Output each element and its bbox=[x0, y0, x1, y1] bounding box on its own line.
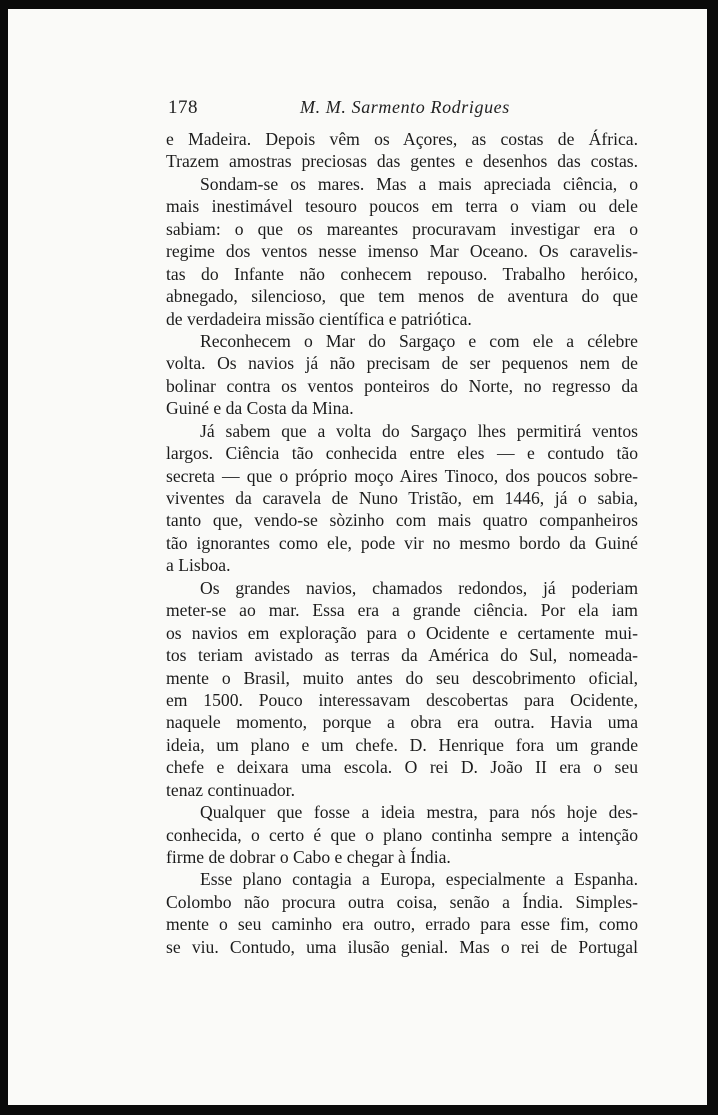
text-line: e Madeira. Depois vêm os Açores, as costas de África. bbox=[166, 129, 638, 149]
text-line: Qualquer que fosse a ideia mestra, para nós hoje des- bbox=[200, 802, 638, 823]
text-line: Trazem amostras preciosas das gentes e desenhos das costas. bbox=[166, 151, 638, 172]
text-line: mais inestimável tesouro poucos em terra o viam ou dele bbox=[166, 196, 638, 217]
text-line: bolinar contra os ventos ponteiros do Norte, no regresso da bbox=[166, 375, 638, 396]
text-line: viventes da caravela de Nuno Tristão, em 1446, já o sabia, bbox=[166, 488, 638, 508]
text-line: os navios em exploração para o Ocidente e certamente mui- bbox=[166, 622, 638, 643]
text-line: Já sabem que a volta do Sargaço lhes permitirá ventos bbox=[200, 420, 638, 441]
text-line: Reconhecem o Mar do Sargaço e com ele a célebre bbox=[200, 330, 638, 351]
text-line: ideia, um plano e um chefe. D. Henrique fora um grande bbox=[166, 734, 638, 755]
text-line: volta. Os navios já não precisam de ser pequenos nem de bbox=[166, 353, 638, 374]
text-line: secreta — que o próprio moço Aires Tinoco, dos poucos sobre- bbox=[166, 465, 638, 486]
text-line: mente o seu caminho era outro, errado para esse fim, como bbox=[166, 914, 638, 935]
text-line: de verdadeira missão científica e patriótica. bbox=[166, 308, 472, 329]
text-line: naquele momento, porque a obra era outra. Havia uma bbox=[166, 712, 638, 733]
text-line: sabiam: o que os mareantes procuravam investigar era o bbox=[166, 218, 638, 239]
page-header bbox=[168, 97, 646, 123]
text-line: mente o Brasil, muito antes do seu descobrimento oficial, bbox=[166, 667, 638, 688]
text-line: tão ignorantes como ele, pode vir no mesmo bordo da Guiné bbox=[166, 532, 638, 553]
page-number: 178 bbox=[168, 97, 198, 118]
text-line: Os grandes navios, chamados redondos, já poderiam bbox=[200, 577, 638, 598]
text-line: chefe e deixara uma escola. O rei D. João II era o seu bbox=[166, 757, 638, 778]
text-line: se viu. Contudo, uma ilusão genial. Mas o rei de Portugal bbox=[166, 936, 638, 957]
text-line: conhecida, o certo é que o plano continha sempre a intenção bbox=[166, 824, 638, 845]
text-line: tos teriam avistado as terras da América do Sul, nomeada- bbox=[166, 645, 638, 666]
text-line: Colombo não procura outra coisa, senão a Índia. Simples- bbox=[166, 891, 638, 912]
text-line: tenaz continuador. bbox=[166, 779, 295, 800]
text-line: a Lisboa. bbox=[166, 555, 231, 576]
text-line: firme de dobrar o Cabo e chegar à Índia. bbox=[166, 847, 451, 867]
text-line: tas do Infante não conhecem repouso. Trabalho heróico, bbox=[166, 263, 638, 284]
text-line: Sondam-se os mares. Mas a mais apreciada ciência, o bbox=[200, 173, 638, 194]
text-line: Guiné e da Costa da Mina. bbox=[166, 398, 354, 419]
text-line: largos. Ciência tão conhecida entre eles — e contudo tão bbox=[166, 443, 638, 464]
running-head-author: M. M. Sarmento Rodrigues bbox=[300, 97, 510, 117]
text-line: abnegado, silencioso, que tem menos de aventura do que bbox=[166, 286, 638, 307]
text-line: regime dos ventos nesse imenso Mar Oceano. Os caravelis- bbox=[166, 241, 638, 262]
text-line: meter-se ao mar. Essa era a grande ciência. Por ela iam bbox=[166, 600, 638, 621]
text-line: Esse plano contagia a Europa, especialmente a Espanha. bbox=[200, 869, 638, 890]
text-line: tanto que, vendo-se sòzinho com mais quatro companheiros bbox=[166, 510, 638, 531]
text-line: em 1500. Pouco interessavam descobertas para Ocidente, bbox=[166, 689, 638, 710]
body-text bbox=[166, 128, 638, 958]
